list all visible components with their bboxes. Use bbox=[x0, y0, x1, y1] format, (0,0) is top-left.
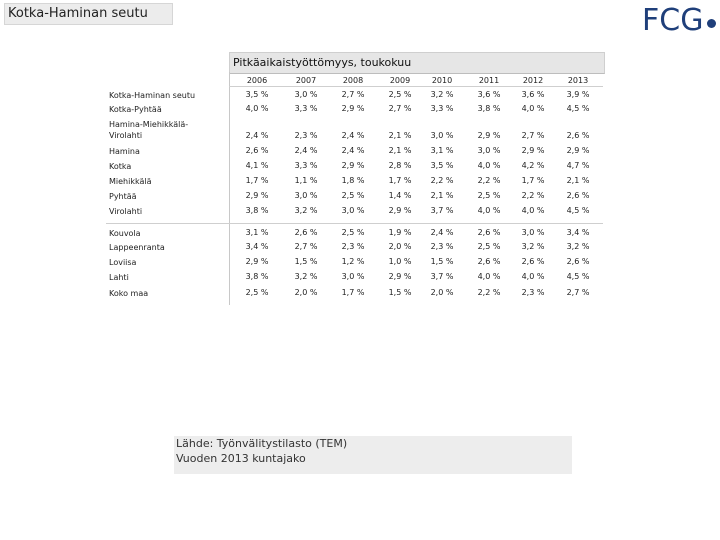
table-cell: 2,0 % bbox=[294, 288, 318, 297]
year-header: 2013 bbox=[567, 76, 589, 85]
table-cell: 1,5 % bbox=[388, 288, 412, 297]
table-cell: 1,7 % bbox=[341, 288, 365, 297]
table-cell: 2,7 % bbox=[566, 288, 590, 297]
table-cell: 2,4 % bbox=[341, 146, 365, 155]
table-divider bbox=[229, 72, 230, 305]
table-cell: 3,8 % bbox=[245, 272, 269, 281]
table-cell: 1,7 % bbox=[388, 176, 412, 185]
row-label: Lappeenranta bbox=[109, 243, 165, 252]
table-cell: 3,6 % bbox=[477, 90, 501, 99]
row-label: Hamina bbox=[109, 147, 140, 156]
table-cell: 1,5 % bbox=[430, 257, 454, 266]
table-cell: 4,0 % bbox=[521, 104, 545, 113]
table-cell: 3,1 % bbox=[430, 146, 454, 155]
table-cell: 1,1 % bbox=[294, 176, 318, 185]
table-cell: 3,0 % bbox=[521, 228, 545, 237]
table-cell: 2,9 % bbox=[245, 257, 269, 266]
source-note bbox=[174, 436, 572, 474]
row-label: Miehikkälä bbox=[109, 177, 152, 186]
table-cell: 2,6 % bbox=[521, 257, 545, 266]
table-cell: 3,0 % bbox=[341, 272, 365, 281]
source-line-1: Lähde: Työnvälitystilasto (TEM) bbox=[176, 437, 348, 450]
year-header: 2011 bbox=[478, 76, 500, 85]
year-header: 2012 bbox=[522, 76, 544, 85]
row-label: Kotka-Pyhtää bbox=[109, 105, 162, 114]
table-cell: 3,3 % bbox=[430, 104, 454, 113]
table-cell: 3,9 % bbox=[566, 90, 590, 99]
table-cell: 2,0 % bbox=[388, 242, 412, 251]
table-cell: 1,0 % bbox=[388, 257, 412, 266]
table-cell: 2,2 % bbox=[521, 191, 545, 200]
table-cell: 2,6 % bbox=[477, 257, 501, 266]
table-cell: 2,7 % bbox=[341, 90, 365, 99]
table-cell: 3,2 % bbox=[521, 242, 545, 251]
table-cell: 1,2 % bbox=[341, 257, 365, 266]
table-cell: 2,3 % bbox=[430, 242, 454, 251]
table-cell: 4,0 % bbox=[521, 272, 545, 281]
table-cell: 1,7 % bbox=[521, 176, 545, 185]
table-cell: 2,5 % bbox=[477, 242, 501, 251]
table-cell: 4,7 % bbox=[566, 161, 590, 170]
table-cell: 3,1 % bbox=[245, 228, 269, 237]
logo-dot-icon bbox=[707, 19, 716, 28]
table-cell: 3,3 % bbox=[294, 104, 318, 113]
year-header: 2010 bbox=[431, 76, 453, 85]
table-cell: 2,1 % bbox=[388, 131, 412, 140]
table-cell: 2,5 % bbox=[477, 191, 501, 200]
table-cell: 2,6 % bbox=[566, 131, 590, 140]
table-cell: 2,4 % bbox=[294, 146, 318, 155]
row-separator bbox=[229, 86, 603, 87]
table-cell: 2,9 % bbox=[341, 104, 365, 113]
table-cell: 2,1 % bbox=[430, 191, 454, 200]
logo-text: FCG bbox=[642, 2, 704, 38]
table-cell: 3,3 % bbox=[294, 161, 318, 170]
row-label: Virolahti bbox=[109, 207, 143, 216]
table-cell: 2,5 % bbox=[388, 90, 412, 99]
table-cell: 1,8 % bbox=[341, 176, 365, 185]
row-separator bbox=[106, 223, 603, 224]
table-cell: 2,1 % bbox=[388, 146, 412, 155]
table-cell: 3,2 % bbox=[566, 242, 590, 251]
table-cell: 2,5 % bbox=[341, 228, 365, 237]
table-cell: 3,0 % bbox=[294, 90, 318, 99]
table-cell: 4,0 % bbox=[521, 206, 545, 215]
table-cell: 2,2 % bbox=[477, 288, 501, 297]
table-cell: 3,5 % bbox=[430, 161, 454, 170]
row-label: Kotka bbox=[109, 162, 132, 171]
table-cell: 2,0 % bbox=[430, 288, 454, 297]
table-cell: 2,9 % bbox=[245, 191, 269, 200]
row-label: Pyhtää bbox=[109, 192, 137, 201]
table-cell: 2,3 % bbox=[521, 288, 545, 297]
table-cell: 2,7 % bbox=[388, 104, 412, 113]
table-cell: 3,6 % bbox=[521, 90, 545, 99]
region-tag: Kotka-Haminan seutu bbox=[4, 3, 173, 25]
table-cell: 4,0 % bbox=[245, 104, 269, 113]
table-cell: 2,4 % bbox=[341, 131, 365, 140]
year-header: 2008 bbox=[342, 76, 364, 85]
table-cell: 2,9 % bbox=[341, 161, 365, 170]
table-cell: 2,6 % bbox=[477, 228, 501, 237]
table-cell: 2,9 % bbox=[388, 272, 412, 281]
table-cell: 2,6 % bbox=[245, 146, 269, 155]
table-cell: 3,0 % bbox=[294, 191, 318, 200]
table-cell: 2,2 % bbox=[430, 176, 454, 185]
row-label: Kotka-Haminan seutu bbox=[109, 91, 196, 100]
table-cell: 3,5 % bbox=[245, 90, 269, 99]
table-cell: 2,7 % bbox=[294, 242, 318, 251]
table-cell: 2,3 % bbox=[294, 131, 318, 140]
table-cell: 2,1 % bbox=[566, 176, 590, 185]
table-cell: 3,2 % bbox=[294, 272, 318, 281]
table-cell: 3,4 % bbox=[245, 242, 269, 251]
year-header: 2006 bbox=[246, 76, 268, 85]
table-cell: 2,2 % bbox=[477, 176, 501, 185]
table-cell: 2,4 % bbox=[430, 228, 454, 237]
table-title: Pitkäaikaistyöttömyys, toukokuu bbox=[229, 52, 605, 74]
table-cell: 4,0 % bbox=[477, 206, 501, 215]
table-cell: 3,0 % bbox=[430, 131, 454, 140]
table-cell: 2,9 % bbox=[521, 146, 545, 155]
table-cell: 3,7 % bbox=[430, 206, 454, 215]
row-label: Kouvola bbox=[109, 229, 141, 238]
year-header: 2009 bbox=[389, 76, 411, 85]
table-cell: 2,5 % bbox=[245, 288, 269, 297]
fcg-logo bbox=[642, 4, 716, 36]
table-cell: 3,0 % bbox=[341, 206, 365, 215]
table-cell: 2,6 % bbox=[566, 257, 590, 266]
table-cell: 3,2 % bbox=[294, 206, 318, 215]
table-cell: 2,9 % bbox=[477, 131, 501, 140]
table-cell: 2,9 % bbox=[388, 206, 412, 215]
table-cell: 3,4 % bbox=[566, 228, 590, 237]
row-label: Lahti bbox=[109, 273, 129, 282]
table-cell: 3,8 % bbox=[245, 206, 269, 215]
table-cell: 3,7 % bbox=[430, 272, 454, 281]
table-cell: 2,6 % bbox=[294, 228, 318, 237]
table-cell: 4,5 % bbox=[566, 104, 590, 113]
table-cell: 4,0 % bbox=[477, 161, 501, 170]
table-cell: 1,5 % bbox=[294, 257, 318, 266]
table-cell: 3,8 % bbox=[477, 104, 501, 113]
table-cell: 4,5 % bbox=[566, 272, 590, 281]
table-cell: 2,3 % bbox=[341, 242, 365, 251]
table-cell: 4,5 % bbox=[566, 206, 590, 215]
table-cell: 2,7 % bbox=[521, 131, 545, 140]
table-cell: 1,7 % bbox=[245, 176, 269, 185]
table-cell: 1,9 % bbox=[388, 228, 412, 237]
row-label: Loviisa bbox=[109, 258, 137, 267]
table-cell: 1,4 % bbox=[388, 191, 412, 200]
table-cell: 2,8 % bbox=[388, 161, 412, 170]
table-cell: 2,4 % bbox=[245, 131, 269, 140]
table-cell: 3,2 % bbox=[430, 90, 454, 99]
table-cell: 2,9 % bbox=[566, 146, 590, 155]
year-header: 2007 bbox=[295, 76, 317, 85]
table-cell: 2,6 % bbox=[566, 191, 590, 200]
table-cell: 4,2 % bbox=[521, 161, 545, 170]
table-cell: 3,0 % bbox=[477, 146, 501, 155]
table-cell: 4,1 % bbox=[245, 161, 269, 170]
row-label: Hamina-Miehikkälä- Virolahti bbox=[109, 120, 189, 140]
table-cell: 4,0 % bbox=[477, 272, 501, 281]
source-line-2: Vuoden 2013 kuntajako bbox=[176, 452, 306, 465]
table-cell: 2,5 % bbox=[341, 191, 365, 200]
row-label: Koko maa bbox=[109, 289, 149, 298]
